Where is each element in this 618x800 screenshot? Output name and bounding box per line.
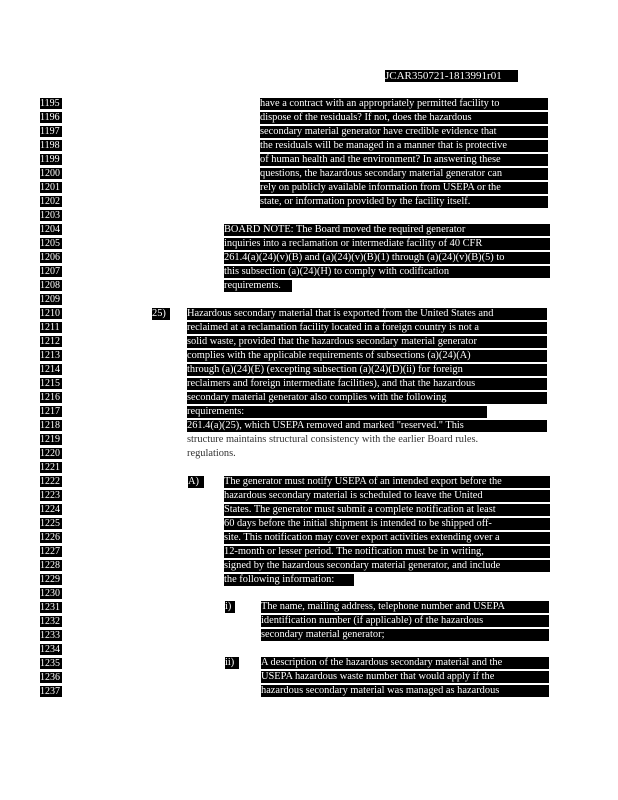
text-line: 12-month or lesser period. The notification must be in writing,	[224, 546, 550, 558]
text-line: site. This notification may cover export activities extending over a	[224, 532, 550, 544]
text-line: of human health and the environment? In answering these	[260, 154, 548, 166]
line-number: 1231	[40, 602, 60, 613]
text-line: 261.4(a)(25), which USEPA removed and marked "reserved." This	[187, 420, 547, 432]
line-number: 1204	[40, 224, 60, 235]
line-number: 1237	[40, 686, 60, 697]
line-number: 1234	[40, 644, 60, 655]
text-line: state, or information provided by the facility itself.	[260, 196, 548, 208]
text-line: hazardous secondary material is scheduled to leave the United	[224, 490, 550, 502]
text-line: 60 days before the initial shipment is intended to be shipped off-	[224, 518, 550, 530]
text-line: secondary material generator also complies with the following	[187, 392, 547, 404]
text-line: requirements.	[224, 280, 292, 292]
text-line: requirements:	[187, 406, 487, 418]
faded-text-line: structure maintains structural consistency with the earlier Board rules.	[187, 434, 479, 445]
line-number: 1228	[40, 560, 60, 571]
line-number: 1219	[40, 434, 60, 445]
text-line: Hazardous secondary material that is exported from the United States and	[187, 308, 547, 320]
line-number: 1223	[40, 490, 60, 501]
line-number: 1217	[40, 406, 60, 417]
line-number: 1206	[40, 252, 60, 263]
text-line: reclaimed at a reclamation facility located in a foreign country is not a	[187, 322, 547, 334]
line-number: 1230	[40, 588, 60, 599]
line-number: 1195	[40, 98, 62, 109]
text-line: signed by the hazardous secondary material generator, and include	[224, 560, 550, 572]
text-line: the residuals will be managed in a manner that is protective	[260, 140, 548, 152]
text-line: 261.4(a)(24)(v)(B) and (a)(24)(v)(B)(1) through (a)(24)(v)(B)(5) to	[224, 252, 550, 264]
text-line: inquiries into a reclamation or intermediate facility of 40 CFR	[224, 238, 550, 250]
line-number: 1236	[40, 672, 60, 683]
line-number: 1235	[40, 658, 60, 669]
document-id: JCAR350721-1813991r01	[385, 70, 518, 82]
line-number: 1224	[40, 504, 60, 515]
line-number: 1205	[40, 238, 60, 249]
line-number: 1198	[40, 140, 62, 151]
line-number: 1221	[40, 462, 60, 473]
line-number: 1227	[40, 546, 60, 557]
text-line: dispose of the residuals? If not, does the hazardous	[260, 112, 548, 124]
line-number: 1200	[40, 168, 60, 179]
paragraph-residuals	[260, 98, 548, 210]
line-number: 1213	[40, 350, 60, 361]
text-line: have a contract with an appropriately permitted facility to	[260, 98, 548, 110]
text-line: secondary material generator have credible evidence that	[260, 126, 548, 138]
paragraph-item-a	[224, 476, 550, 588]
text-line: rely on publicly available information from USEPA or the	[260, 182, 548, 194]
faded-text-line: regulations.	[187, 448, 236, 459]
line-number: 1212	[40, 336, 60, 347]
line-number: 1210	[40, 308, 60, 319]
text-line: through (a)(24)(E) (excepting subsection (a)(24)(D)(ii) for foreign	[187, 364, 547, 376]
text-line: BOARD NOTE: The Board moved the required generator	[224, 224, 550, 236]
line-number: 1216	[40, 392, 60, 403]
line-number: 1208	[40, 280, 60, 291]
text-line: A description of the hazardous secondary material and the	[261, 657, 549, 669]
line-number: 1202	[40, 196, 60, 207]
text-line: hazardous secondary material was managed as hazardous	[261, 685, 549, 697]
line-number: 1211	[40, 322, 62, 333]
item-ii-label: ii)	[225, 657, 239, 669]
item-25-label: 25)	[152, 308, 170, 320]
item-i-label: i)	[225, 601, 235, 613]
text-line: this subsection (a)(24)(H) to comply with codification	[224, 266, 550, 278]
text-line: solid waste, provided that the hazardous secondary material generator	[187, 336, 547, 348]
line-number: 1218	[40, 420, 60, 431]
line-number: 1232	[40, 616, 60, 627]
line-number: 1215	[40, 378, 60, 389]
line-number: 1197	[40, 126, 62, 137]
line-number: 1203	[40, 210, 60, 221]
item-a-label: A)	[188, 476, 204, 488]
text-line: the following information:	[224, 574, 354, 586]
paragraph-item-25	[187, 308, 547, 462]
text-line: USEPA hazardous waste number that would apply if the	[261, 671, 549, 683]
text-line: The name, mailing address, telephone number and USEPA	[261, 601, 549, 613]
line-number: 1201	[40, 182, 60, 193]
line-number: 1207	[40, 266, 60, 277]
line-number: 1222	[40, 476, 60, 487]
line-number: 1233	[40, 630, 60, 641]
board-note	[224, 224, 550, 294]
text-line: States. The generator must submit a complete notification at least	[224, 504, 550, 516]
paragraph-item-i	[261, 601, 549, 643]
text-line: reclaimers and foreign intermediate facilities), and that the hazardous	[187, 378, 547, 390]
line-number: 1214	[40, 364, 60, 375]
line-number: 1209	[40, 294, 60, 305]
text-line: The generator must notify USEPA of an intended export before the	[224, 476, 550, 488]
line-number: 1196	[40, 112, 62, 123]
line-number: 1220	[40, 448, 60, 459]
text-line: secondary material generator;	[261, 629, 549, 641]
paragraph-item-ii	[261, 657, 549, 699]
text-line: identification number (if applicable) of the hazardous	[261, 615, 549, 627]
line-number: 1226	[40, 532, 60, 543]
text-line: questions, the hazardous secondary material generator can	[260, 168, 548, 180]
line-number: 1225	[40, 518, 60, 529]
line-number: 1229	[40, 574, 60, 585]
text-line: complies with the applicable requirements of subsections (a)(24)(A)	[187, 350, 547, 362]
line-number: 1199	[40, 154, 62, 165]
